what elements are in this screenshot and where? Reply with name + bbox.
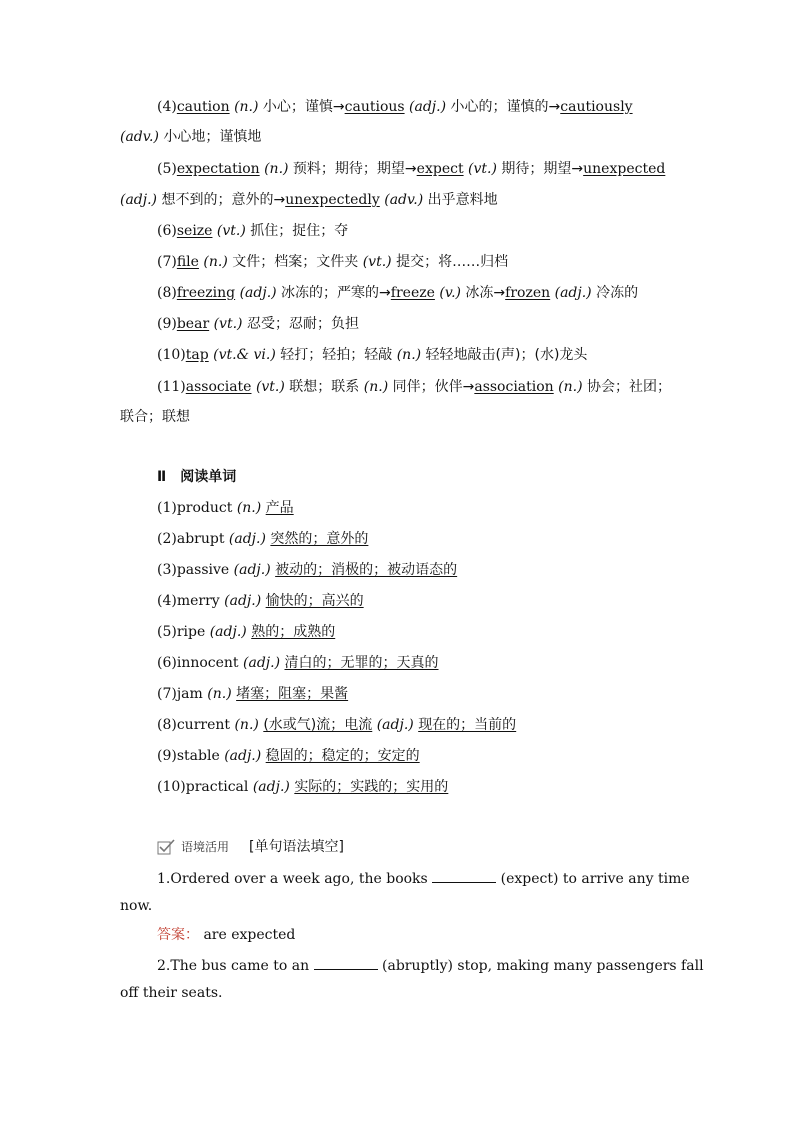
part-of-speech: (vt.) bbox=[362, 254, 392, 270]
vocab-item-continuation bbox=[120, 407, 640, 427]
part-of-speech: (adj.) bbox=[228, 531, 266, 547]
reading-word: practical bbox=[185, 779, 249, 795]
item-number: (6) bbox=[157, 655, 177, 671]
meaning: 现在的；当前的 bbox=[418, 717, 517, 733]
meaning: 冰冻的；严寒的→ bbox=[276, 285, 391, 301]
reading-word-item bbox=[157, 560, 677, 580]
item-number: (1) bbox=[157, 500, 177, 516]
meaning: 想不到的；意外的→ bbox=[157, 192, 286, 208]
part-of-speech: (adj.) bbox=[224, 593, 262, 609]
item-number: (7) bbox=[157, 254, 177, 270]
part-of-speech: (vt.) bbox=[213, 316, 243, 332]
reading-word: passive bbox=[176, 562, 230, 578]
vocab-word: tap bbox=[185, 347, 209, 363]
meaning: 轻打；轻拍；轻敲 bbox=[275, 347, 397, 363]
reading-word-item bbox=[157, 498, 677, 518]
vocab-word: association bbox=[474, 379, 554, 395]
meaning: 冰冻→ bbox=[460, 285, 506, 301]
vocab-word: freezing bbox=[176, 285, 236, 301]
meaning: 小心的；谨慎的→ bbox=[446, 99, 561, 115]
meaning: (水或气)流；电流 bbox=[263, 717, 373, 733]
part-of-speech: (vt.) bbox=[468, 161, 497, 177]
part-of-speech: (n.) bbox=[363, 379, 389, 395]
vocab-item bbox=[157, 283, 677, 303]
part-of-speech: (adv.) bbox=[384, 192, 424, 208]
context-usage-header bbox=[157, 837, 677, 857]
exercise-item-continuation bbox=[120, 983, 640, 1003]
exercise-item-continuation bbox=[120, 896, 640, 916]
exercise-text: now. bbox=[120, 898, 153, 914]
item-number: (7) bbox=[157, 686, 177, 702]
meaning: 期待；期望→ bbox=[496, 161, 584, 177]
meaning: 堵塞；阻塞；果酱 bbox=[236, 686, 349, 702]
reading-word: innocent bbox=[176, 655, 239, 671]
part-of-speech: (n.) bbox=[558, 379, 583, 395]
meaning: 协会；社团； bbox=[582, 379, 671, 395]
part-of-speech: (n.) bbox=[207, 686, 232, 702]
meaning: 文件；档案；文件夹 bbox=[227, 254, 363, 270]
meaning: 产品 bbox=[265, 500, 294, 516]
reading-word: abrupt bbox=[176, 531, 225, 547]
meaning: 预料；期待；期望→ bbox=[288, 161, 417, 177]
item-number: (9) bbox=[157, 748, 177, 764]
part-of-speech: (vt.) bbox=[255, 379, 285, 395]
part-of-speech: (n.) bbox=[264, 161, 289, 177]
answer-line bbox=[157, 925, 677, 945]
section-heading: Ⅱ 阅读单词 bbox=[157, 469, 237, 485]
meaning: 冷冻的 bbox=[591, 285, 639, 301]
vocab-item bbox=[157, 221, 677, 241]
exercise-text: 2.The bus came to an bbox=[157, 958, 314, 974]
part-of-speech: (adj.) bbox=[554, 285, 592, 301]
vocab-item bbox=[157, 97, 677, 117]
reading-word-item bbox=[157, 622, 677, 642]
reading-word-item bbox=[157, 591, 677, 611]
item-number: (11) bbox=[157, 379, 186, 395]
meaning: 轻轻地敲击(声)；(水)龙头 bbox=[421, 347, 588, 363]
meaning: 突然的；意外的 bbox=[270, 531, 369, 547]
part-of-speech: (vt.& vi.) bbox=[213, 347, 276, 363]
part-of-speech: (adj.) bbox=[224, 748, 262, 764]
vocab-item-continuation bbox=[120, 190, 640, 210]
meaning: 提交；将……归档 bbox=[391, 254, 509, 270]
context-tag: 语境活用 bbox=[181, 840, 230, 854]
exercise-text: (abruptly) stop, making many passengers fall bbox=[377, 958, 704, 974]
vocab-item-continuation bbox=[120, 127, 640, 147]
reading-word: product bbox=[176, 500, 233, 516]
item-number: (8) bbox=[157, 285, 177, 301]
exercise-type-title: [单句语法填空] bbox=[249, 839, 344, 855]
part-of-speech: (adj.) bbox=[243, 655, 281, 671]
part-of-speech: (n.) bbox=[234, 99, 259, 115]
meaning: 联想；联系 bbox=[284, 379, 364, 395]
meaning: 小心地；谨慎地 bbox=[158, 129, 262, 145]
reading-word: merry bbox=[176, 593, 220, 609]
vocab-word: file bbox=[176, 254, 199, 270]
answer-blank bbox=[432, 868, 496, 883]
vocab-word: associate bbox=[185, 379, 252, 395]
vocab-word: bear bbox=[176, 316, 210, 332]
meaning: 清白的；无罪的；天真的 bbox=[284, 655, 439, 671]
item-number: (5) bbox=[157, 624, 177, 640]
part-of-speech: (n.) bbox=[234, 717, 259, 733]
part-of-speech: (adj.) bbox=[239, 285, 277, 301]
vocab-word: frozen bbox=[505, 285, 551, 301]
checkbox-checkmark-icon bbox=[157, 839, 175, 855]
reading-word: current bbox=[176, 717, 231, 733]
exercise-item bbox=[157, 955, 704, 976]
vocab-word: expectation bbox=[176, 161, 260, 177]
meaning: 稳固的；稳定的；安定的 bbox=[265, 748, 420, 764]
meaning: 熟的；成熟的 bbox=[251, 624, 336, 640]
item-number: (9) bbox=[157, 316, 177, 332]
vocab-item bbox=[157, 377, 677, 397]
vocab-word: expect bbox=[416, 161, 464, 177]
vocab-item bbox=[157, 345, 677, 365]
answer-label: 答案： bbox=[157, 927, 199, 943]
item-number: (10) bbox=[157, 779, 186, 795]
item-number: (4) bbox=[157, 593, 177, 609]
item-number: (4) bbox=[157, 99, 177, 115]
meaning: 被动的；消极的；被动语态的 bbox=[275, 562, 458, 578]
vocab-word: caution bbox=[176, 99, 230, 115]
part-of-speech: (adj.) bbox=[209, 624, 247, 640]
vocab-word: seize bbox=[176, 223, 213, 239]
reading-word-item bbox=[157, 746, 677, 766]
part-of-speech: (n.) bbox=[236, 500, 262, 516]
meaning: 忍受；忍耐；负担 bbox=[242, 316, 359, 332]
reading-word: ripe bbox=[176, 624, 206, 640]
part-of-speech: (adj.) bbox=[233, 562, 271, 578]
meaning: 同伴；伙伴→ bbox=[388, 379, 475, 395]
exercise-text: 1.Ordered over a week ago, the books bbox=[157, 871, 433, 887]
part-of-speech: (adj.) bbox=[252, 779, 290, 795]
item-number: (10) bbox=[157, 347, 186, 363]
item-number: (6) bbox=[157, 223, 177, 239]
vocab-word: freeze bbox=[390, 285, 435, 301]
vocab-word: cautiously bbox=[560, 99, 633, 115]
vocab-item bbox=[157, 159, 677, 179]
reading-word-item bbox=[157, 529, 677, 549]
item-number: (3) bbox=[157, 562, 177, 578]
part-of-speech: (adj.) bbox=[376, 717, 414, 733]
meaning: 抓住；捉住；夺 bbox=[245, 223, 349, 239]
part-of-speech: (adj.) bbox=[409, 99, 447, 115]
part-of-speech: (n.) bbox=[203, 254, 228, 270]
reading-word-item bbox=[157, 777, 677, 797]
meaning: 出乎意料地 bbox=[423, 192, 498, 208]
exercise-text: (expect) to arrive any time bbox=[496, 871, 690, 887]
reading-word: stable bbox=[176, 748, 220, 764]
part-of-speech: (adj.) bbox=[120, 192, 158, 208]
part-of-speech: (vt.) bbox=[216, 223, 246, 239]
reading-word-item bbox=[157, 715, 677, 735]
reading-word: jam bbox=[176, 686, 203, 702]
meaning: 愉快的；高兴的 bbox=[265, 593, 364, 609]
exercise-item bbox=[157, 868, 690, 889]
vocab-item bbox=[157, 314, 677, 334]
item-number: (5) bbox=[157, 161, 177, 177]
part-of-speech: (adv.) bbox=[120, 129, 159, 145]
vocab-word: unexpected bbox=[583, 161, 666, 177]
vocab-word: cautious bbox=[344, 99, 405, 115]
vocab-word: unexpectedly bbox=[285, 192, 380, 208]
answer-text: are expected bbox=[199, 927, 296, 943]
part-of-speech: (v.) bbox=[439, 285, 461, 301]
reading-word-item bbox=[157, 684, 677, 704]
item-number: (2) bbox=[157, 531, 177, 547]
meaning: 实际的；实践的；实用的 bbox=[294, 779, 449, 795]
exercise-text: off their seats. bbox=[120, 985, 223, 1001]
meaning: 小心；谨慎→ bbox=[258, 99, 345, 115]
reading-word-item bbox=[157, 653, 677, 673]
part-of-speech: (n.) bbox=[396, 347, 422, 363]
meaning: 联合；联想 bbox=[120, 409, 190, 425]
vocab-item bbox=[157, 252, 677, 272]
answer-blank bbox=[314, 955, 378, 970]
item-number: (8) bbox=[157, 717, 177, 733]
